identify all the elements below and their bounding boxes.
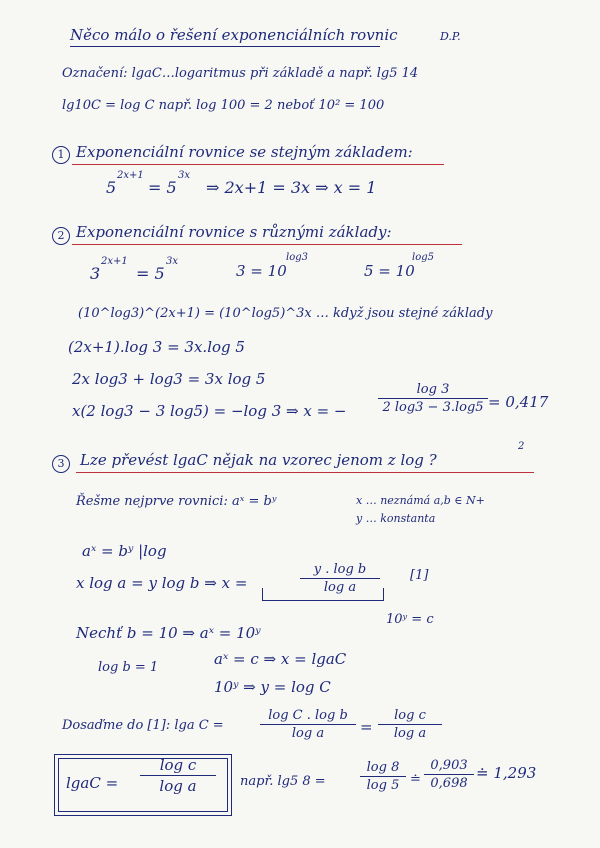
final-formula-numerator: log c — [159, 756, 197, 774]
final-formula-fraction — [140, 756, 216, 795]
s3-subst-label: Dosaďme do [1]: lga C = — [62, 718, 224, 733]
section-3-underline — [76, 472, 534, 473]
section-1-eq-b-exp: 3x — [178, 170, 191, 181]
s3-subst-denominator: log a — [291, 726, 325, 741]
s2-result: = 0,417 — [488, 393, 549, 411]
s3-ref-1: [1] — [410, 568, 429, 583]
s3-line-2-left: x log a = y log b ⇒ x = — [76, 574, 248, 592]
section-1-eq-a-exp: 2x+1 — [117, 170, 144, 181]
s3-line-3: Nechť b = 10 ⇒ aˣ = 10ʸ — [76, 624, 261, 642]
section-2-heading: Exponenciální rovnice s různými základy: — [76, 223, 392, 241]
s3-subst-fraction-2 — [378, 708, 442, 741]
example-denominator: log 5 — [366, 778, 400, 793]
section-3-heading-sup: 2 — [518, 441, 525, 452]
s2-fraction — [378, 382, 488, 415]
s3-xfraction-bar — [300, 578, 380, 579]
author-initials: D.P. — [440, 30, 461, 43]
example-bar-2 — [424, 774, 474, 775]
section-3-number: 3 — [52, 455, 70, 473]
section-2-underline — [72, 244, 462, 245]
example-numerator-2: 0,903 — [430, 758, 468, 773]
page-title — [70, 26, 398, 44]
s2-l1-b: = 5 — [136, 264, 165, 283]
s2-fraction-denominator: 2 log3 − 3.log5 — [382, 400, 484, 415]
notation-line-2: lg10C = log C např. log 100 = 2 neboť 10² = 100 — [62, 98, 385, 113]
example-denominator-2: 0,698 — [430, 776, 468, 791]
s3-subst-numerator: log C . log b — [268, 708, 348, 723]
title-underline — [70, 46, 380, 47]
s2-l1-a: 3 — [90, 264, 101, 283]
s3-xfraction-denominator: log a — [323, 580, 357, 595]
section-1-underline — [72, 164, 444, 165]
example-result: ≐ 1,293 — [476, 764, 537, 782]
example-fraction-2 — [424, 758, 474, 791]
s3-line-1: aˣ = bʸ |log — [82, 542, 167, 560]
s2-l1-c: 3 = 10 — [236, 262, 287, 280]
s3-line-4: aˣ = c ⇒ x = lgaC — [214, 650, 347, 668]
example-fraction — [360, 760, 406, 793]
s2-l1-d: 5 = 10 — [364, 262, 415, 280]
s3-xfraction-numerator: y . log b — [313, 562, 367, 577]
s2-l1-c-exp: log3 — [286, 252, 308, 263]
s3-line-3-right: 10ʸ = c — [386, 612, 434, 627]
s2-l1-d-exp: log5 — [412, 252, 434, 263]
s2-line-5-left: x(2 log3 − 3 log5) = −log 3 ⇒ x = − — [72, 402, 347, 420]
section-1-eq-rest: ⇒ 2x+1 = 3x ⇒ x = 1 — [206, 178, 377, 197]
section-1-eq-a: 5 — [106, 178, 117, 197]
s3-solve-label: Řešme nejprve rovnici: aˣ = bʸ — [76, 494, 277, 509]
s2-l1-b-exp: 3x — [166, 256, 179, 267]
example-label: např. lg5 8 = — [240, 774, 326, 789]
s3-bracket — [262, 588, 384, 601]
s3-line-5: 10ʸ ⇒ y = log C — [214, 678, 331, 696]
final-formula-left: lgaC = — [66, 774, 119, 792]
s3-unknown-note: x … neznámá a,b ∈ N+ — [356, 494, 485, 507]
s3-log-b: log b = 1 — [98, 660, 159, 675]
section-1-heading: Exponenciální rovnice se stejným základem: — [76, 143, 413, 161]
s2-fraction-numerator: log 3 — [416, 382, 450, 397]
s3-constant-note: y … konstanta — [356, 512, 436, 525]
section-1-eq-b: = 5 — [148, 178, 177, 197]
s2-l1-a-exp: 2x+1 — [101, 256, 128, 267]
s2-line-2: (10^log3)^(2x+1) = (10^log5)^3x … když jsou stejné základy — [78, 306, 493, 321]
s3-subst-equals: = — [360, 718, 373, 736]
s2-fraction-bar — [378, 398, 488, 399]
section-3-heading: Lze převést lgaC nějak na vzorec jenom z log ? — [80, 451, 437, 469]
section-2-number: 2 — [52, 227, 70, 245]
s2-line-4: 2x log3 + log3 = 3x log 5 — [72, 370, 266, 388]
example-numerator: log 8 — [366, 760, 400, 775]
s3-subst-denominator-2: log a — [393, 726, 427, 741]
example-bar — [360, 776, 406, 777]
s3-subst-bar — [260, 724, 356, 725]
section-1-number: 1 — [52, 146, 70, 164]
s2-line-3: (2x+1).log 3 = 3x.log 5 — [68, 338, 245, 356]
notation-line-1: Označení: lgaC…logaritmus při základě a např. lg5 14 — [62, 66, 419, 81]
s3-subst-numerator-2: log c — [394, 708, 426, 723]
final-formula-bar — [140, 775, 216, 776]
s3-subst-bar-2 — [378, 724, 442, 725]
example-approx: ≐ — [410, 772, 421, 787]
s3-subst-fraction — [260, 708, 356, 741]
final-formula-denominator: log a — [159, 777, 197, 795]
page-title-text: Něco málo o řešení exponenciálních rovnic — [70, 26, 398, 44]
